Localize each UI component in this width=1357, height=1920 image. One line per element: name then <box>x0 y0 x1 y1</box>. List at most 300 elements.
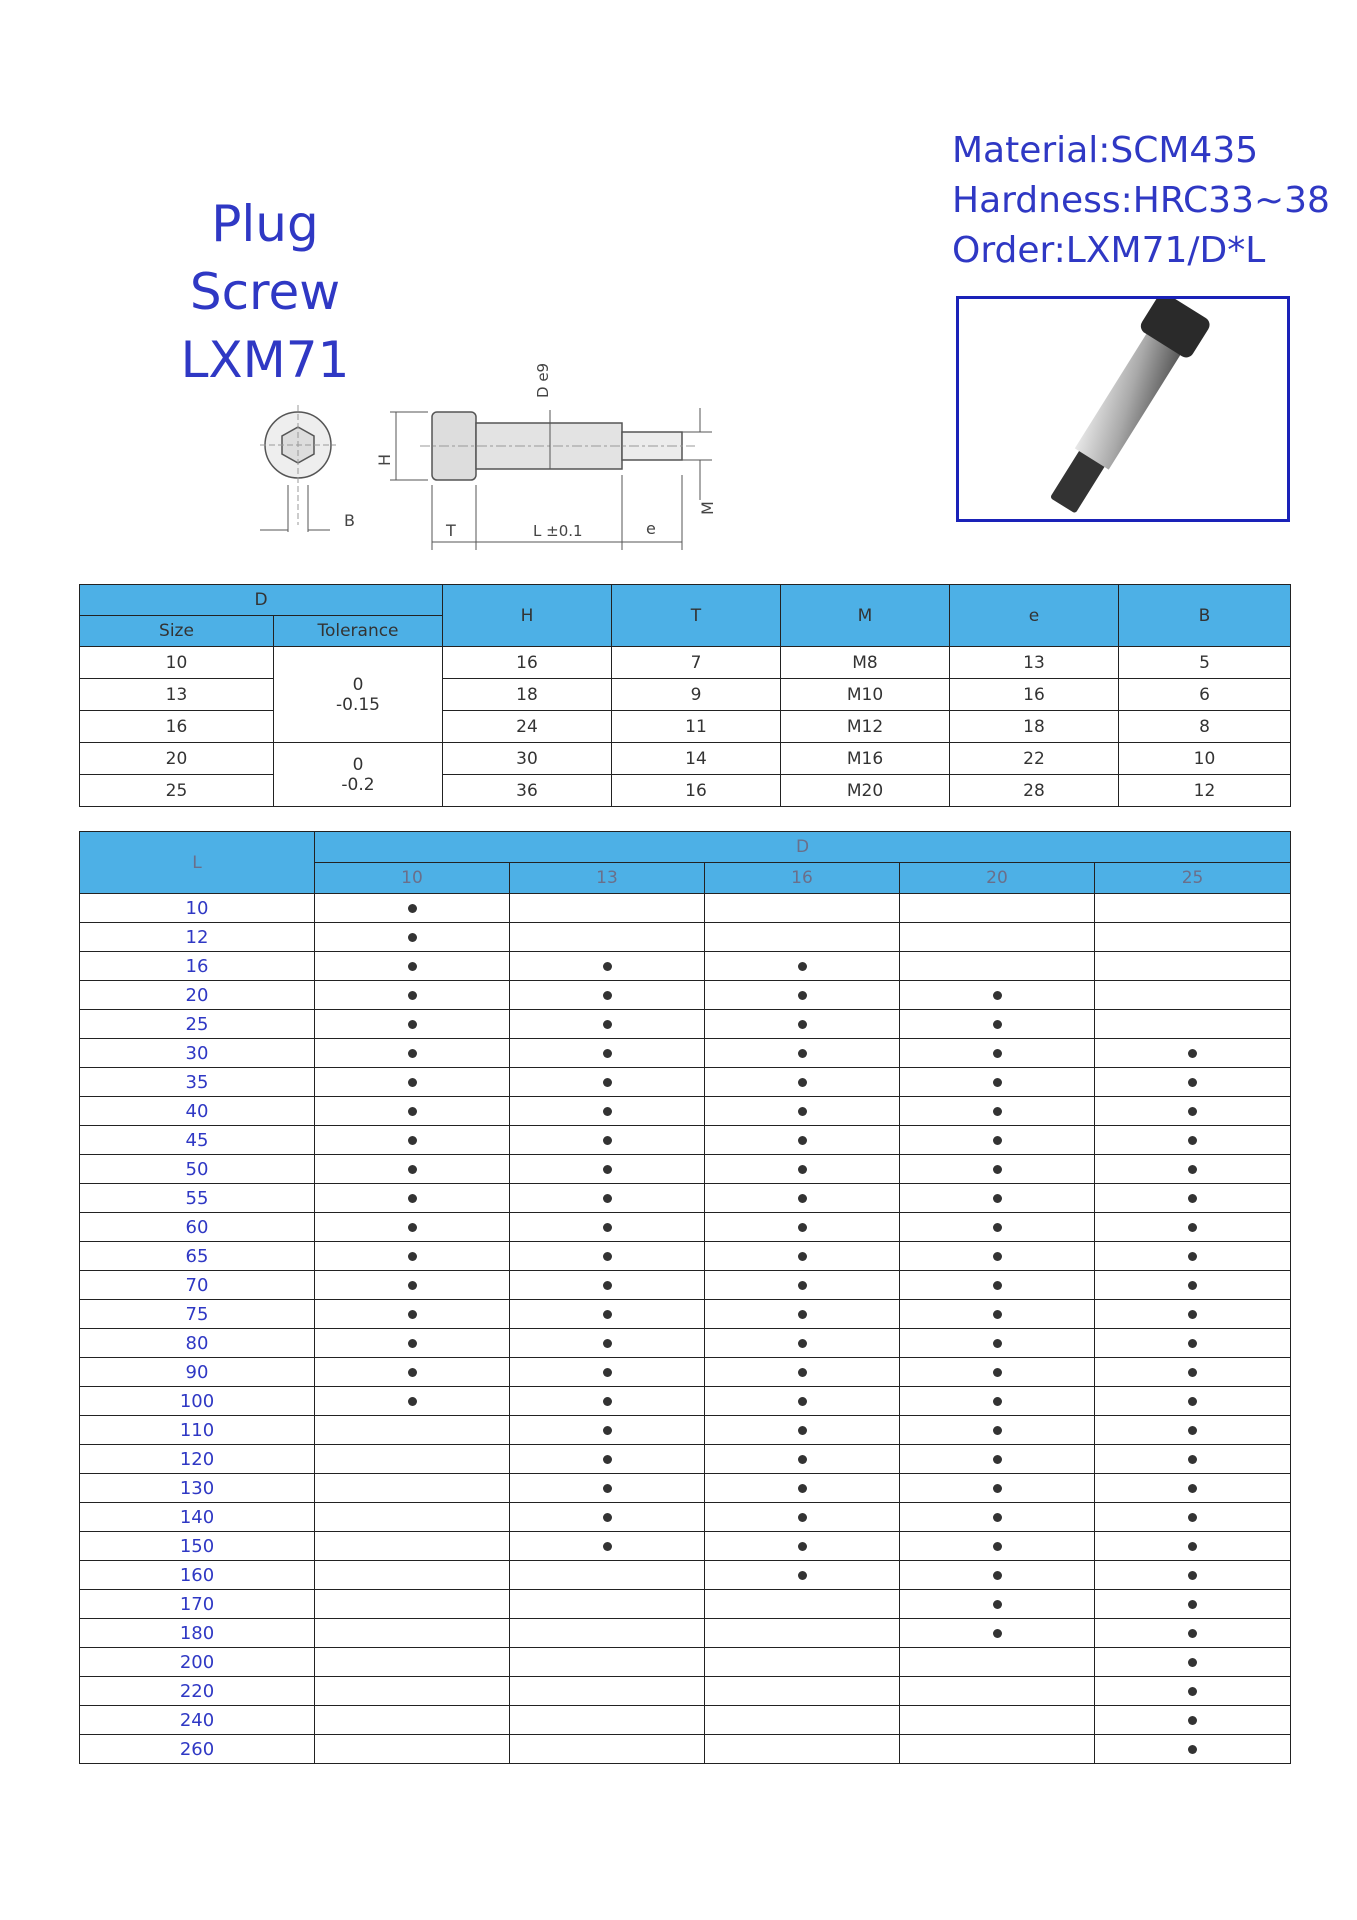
availability-cell <box>705 1648 900 1677</box>
col-header-D: D <box>315 832 1291 863</box>
length-cell: 240 <box>80 1706 315 1735</box>
availability-cell <box>315 1213 510 1242</box>
availability-cell <box>705 1010 900 1039</box>
length-cell: 180 <box>80 1619 315 1648</box>
table-row <box>80 1039 1291 1068</box>
availability-cell <box>510 1300 705 1329</box>
availability-cell <box>705 1184 900 1213</box>
availability-cell <box>510 1213 705 1242</box>
available-dot-icon <box>993 1629 1002 1638</box>
tolerance-cell <box>274 647 443 743</box>
availability-cell <box>900 952 1095 981</box>
available-dot-icon <box>798 1397 807 1406</box>
available-dot-icon <box>603 1194 612 1203</box>
availability-cell <box>705 1416 900 1445</box>
table-row <box>80 981 1291 1010</box>
table-row <box>80 1097 1291 1126</box>
length-cell: 70 <box>80 1271 315 1300</box>
availability-cell <box>705 1445 900 1474</box>
available-dot-icon <box>408 1397 417 1406</box>
availability-cell <box>510 952 705 981</box>
technical-drawing <box>250 350 890 550</box>
available-dot-icon <box>1188 1397 1197 1406</box>
availability-cell <box>900 1387 1095 1416</box>
availability-cell <box>705 1068 900 1097</box>
availability-cell <box>510 1706 705 1735</box>
available-dot-icon <box>993 1194 1002 1203</box>
availability-cell <box>900 1097 1095 1126</box>
available-dot-icon <box>408 1136 417 1145</box>
availability-cell <box>1095 923 1291 952</box>
table-row <box>80 1358 1291 1387</box>
table-row <box>80 1532 1291 1561</box>
availability-cell <box>705 1735 900 1764</box>
table-row <box>80 1271 1291 1300</box>
availability-cell <box>510 923 705 952</box>
availability-cell <box>1095 1503 1291 1532</box>
col-header-size-25: 25 <box>1095 863 1291 894</box>
table-row <box>80 1648 1291 1677</box>
availability-cell <box>705 1271 900 1300</box>
available-dot-icon <box>1188 1426 1197 1435</box>
available-dot-icon <box>603 962 612 971</box>
table-row <box>80 1590 1291 1619</box>
table-row <box>80 1619 1291 1648</box>
m-cell: M12 <box>781 711 950 743</box>
table-row <box>80 1677 1291 1706</box>
t-cell: 11 <box>612 711 781 743</box>
available-dot-icon <box>993 1078 1002 1087</box>
available-dot-icon <box>408 1223 417 1232</box>
screw-photo-illustration <box>959 299 1287 519</box>
available-dot-icon <box>408 1339 417 1348</box>
available-dot-icon <box>603 1165 612 1174</box>
available-dot-icon <box>798 1310 807 1319</box>
length-cell: 35 <box>80 1068 315 1097</box>
table-row <box>80 1735 1291 1764</box>
available-dot-icon <box>798 1107 807 1116</box>
available-dot-icon <box>603 1368 612 1377</box>
availability-cell <box>900 1503 1095 1532</box>
available-dot-icon <box>798 991 807 1000</box>
length-cell: 100 <box>80 1387 315 1416</box>
availability-cell <box>1095 1010 1291 1039</box>
col-header-size-16: 16 <box>705 863 900 894</box>
availability-cell <box>510 1619 705 1648</box>
available-dot-icon <box>993 1136 1002 1145</box>
shaft-shape <box>1075 330 1183 470</box>
available-dot-icon <box>603 1107 612 1116</box>
available-dot-icon <box>798 1020 807 1029</box>
availability-cell <box>315 1271 510 1300</box>
availability-cell <box>705 1358 900 1387</box>
available-dot-icon <box>798 1223 807 1232</box>
length-cell: 65 <box>80 1242 315 1271</box>
availability-cell <box>705 1126 900 1155</box>
availability-cell <box>315 1300 510 1329</box>
available-dot-icon <box>993 1484 1002 1493</box>
availability-cell <box>1095 952 1291 981</box>
label-L: L ±0.1 <box>533 522 583 540</box>
table-row <box>80 1416 1291 1445</box>
availability-cell <box>1095 1184 1291 1213</box>
hardness-spec: Hardness:HRC33~38 <box>952 180 1330 221</box>
availability-cell <box>1095 1068 1291 1097</box>
table-row <box>80 679 1291 711</box>
col-header-e: e <box>950 585 1119 647</box>
available-dot-icon <box>798 1513 807 1522</box>
availability-cell <box>510 1097 705 1126</box>
availability-cell <box>705 1213 900 1242</box>
availability-cell <box>510 1039 705 1068</box>
availability-cell <box>510 1271 705 1300</box>
h-cell: 24 <box>443 711 612 743</box>
col-header-D: D <box>80 585 443 616</box>
m-cell: M8 <box>781 647 950 679</box>
availability-cell <box>900 1532 1095 1561</box>
b-cell: 5 <box>1119 647 1291 679</box>
available-dot-icon <box>1188 1745 1197 1754</box>
table-row <box>80 1126 1291 1155</box>
availability-cell <box>315 1532 510 1561</box>
availability-cell <box>510 1503 705 1532</box>
table-row <box>80 1706 1291 1735</box>
col-header-B: B <box>1119 585 1291 647</box>
available-dot-icon <box>993 1600 1002 1609</box>
availability-cell <box>705 1619 900 1648</box>
h-cell: 30 <box>443 743 612 775</box>
col-header-size-20: 20 <box>900 863 1095 894</box>
availability-cell <box>510 1329 705 1358</box>
availability-body <box>80 894 1291 1764</box>
available-dot-icon <box>603 1020 612 1029</box>
availability-cell <box>1095 1155 1291 1184</box>
availability-cell <box>900 1358 1095 1387</box>
availability-cell <box>705 1677 900 1706</box>
available-dot-icon <box>993 1049 1002 1058</box>
col-header-T: T <box>612 585 781 647</box>
available-dot-icon <box>993 1020 1002 1029</box>
availability-cell <box>510 1677 705 1706</box>
availability-cell <box>510 1532 705 1561</box>
availability-cell <box>1095 1561 1291 1590</box>
dimension-table <box>79 584 1291 807</box>
available-dot-icon <box>408 1020 417 1029</box>
availability-cell <box>900 1300 1095 1329</box>
b-cell: 6 <box>1119 679 1291 711</box>
available-dot-icon <box>408 1049 417 1058</box>
available-dot-icon <box>1188 1484 1197 1493</box>
length-cell: 45 <box>80 1126 315 1155</box>
available-dot-icon <box>798 1136 807 1145</box>
available-dot-icon <box>993 1310 1002 1319</box>
availability-cell <box>900 1329 1095 1358</box>
availability-cell <box>1095 1677 1291 1706</box>
availability-cell <box>900 1213 1095 1242</box>
length-cell: 170 <box>80 1590 315 1619</box>
size-cell: 10 <box>80 647 274 679</box>
available-dot-icon <box>993 1513 1002 1522</box>
tolerance-cell <box>274 743 443 807</box>
availability-cell <box>1095 1097 1291 1126</box>
availability-cell <box>315 1590 510 1619</box>
available-dot-icon <box>798 1165 807 1174</box>
availability-cell <box>900 1619 1095 1648</box>
available-dot-icon <box>1188 1223 1197 1232</box>
availability-cell <box>705 1706 900 1735</box>
spec-block <box>952 126 1330 276</box>
availability-cell <box>315 923 510 952</box>
m-cell: M20 <box>781 775 950 807</box>
size-cell: 20 <box>80 743 274 775</box>
availability-cell <box>900 1068 1095 1097</box>
availability-cell <box>1095 894 1291 923</box>
available-dot-icon <box>603 1513 612 1522</box>
available-dot-icon <box>603 1136 612 1145</box>
length-cell: 80 <box>80 1329 315 1358</box>
available-dot-icon <box>993 1368 1002 1377</box>
availability-cell <box>315 1358 510 1387</box>
available-dot-icon <box>993 1339 1002 1348</box>
available-dot-icon <box>1188 1542 1197 1551</box>
e-cell: 18 <box>950 711 1119 743</box>
length-cell: 20 <box>80 981 315 1010</box>
available-dot-icon <box>1188 1513 1197 1522</box>
col-header-H: H <box>443 585 612 647</box>
available-dot-icon <box>603 1542 612 1551</box>
available-dot-icon <box>408 904 417 913</box>
availability-cell <box>705 1590 900 1619</box>
size-cell: 25 <box>80 775 274 807</box>
availability-cell <box>705 1474 900 1503</box>
availability-cell <box>510 1590 705 1619</box>
col-header-size-13: 13 <box>510 863 705 894</box>
m-cell: M10 <box>781 679 950 711</box>
availability-cell <box>1095 1416 1291 1445</box>
table-row <box>80 1184 1291 1213</box>
availability-cell <box>510 1445 705 1474</box>
available-dot-icon <box>798 1368 807 1377</box>
availability-cell <box>1095 1590 1291 1619</box>
table-row <box>80 1242 1291 1271</box>
length-cell: 120 <box>80 1445 315 1474</box>
length-cell: 16 <box>80 952 315 981</box>
availability-cell <box>510 1184 705 1213</box>
availability-cell <box>900 923 1095 952</box>
available-dot-icon <box>798 1252 807 1261</box>
availability-cell <box>510 1474 705 1503</box>
e-cell: 16 <box>950 679 1119 711</box>
available-dot-icon <box>993 1107 1002 1116</box>
availability-cell <box>315 1503 510 1532</box>
length-cell: 140 <box>80 1503 315 1532</box>
tolerance-lower: -0.2 <box>341 774 375 795</box>
availability-cell <box>900 1677 1095 1706</box>
label-M: M <box>698 501 717 515</box>
availability-cell <box>315 1242 510 1271</box>
availability-cell <box>900 1039 1095 1068</box>
availability-cell <box>315 981 510 1010</box>
available-dot-icon <box>1188 1310 1197 1319</box>
availability-cell <box>315 1010 510 1039</box>
availability-cell <box>900 1271 1095 1300</box>
availability-cell <box>900 1416 1095 1445</box>
availability-cell <box>315 1039 510 1068</box>
availability-cell <box>510 1126 705 1155</box>
available-dot-icon <box>603 1426 612 1435</box>
order-spec: Order:LXM71/D*L <box>952 230 1266 271</box>
available-dot-icon <box>993 1252 1002 1261</box>
product-name: Plug Screw <box>189 195 341 321</box>
available-dot-icon <box>1188 1107 1197 1116</box>
label-e: e <box>646 519 656 538</box>
available-dot-icon <box>993 1571 1002 1580</box>
availability-cell <box>900 1184 1095 1213</box>
e-cell: 28 <box>950 775 1119 807</box>
availability-cell <box>1095 1735 1291 1764</box>
available-dot-icon <box>1188 1136 1197 1145</box>
availability-cell <box>900 981 1095 1010</box>
availability-cell <box>705 894 900 923</box>
available-dot-icon <box>1188 1049 1197 1058</box>
tolerance-upper: 0 <box>352 674 364 695</box>
available-dot-icon <box>1188 1687 1197 1696</box>
size-cell: 13 <box>80 679 274 711</box>
available-dot-icon <box>603 1484 612 1493</box>
table-row <box>80 952 1291 981</box>
available-dot-icon <box>798 1194 807 1203</box>
label-D: D e9 <box>534 362 552 398</box>
length-cell: 10 <box>80 894 315 923</box>
availability-cell <box>1095 1445 1291 1474</box>
t-cell: 9 <box>612 679 781 711</box>
availability-cell <box>1095 1619 1291 1648</box>
table-row <box>80 743 1291 775</box>
available-dot-icon <box>603 1049 612 1058</box>
table-row <box>80 1213 1291 1242</box>
availability-cell <box>510 1648 705 1677</box>
availability-cell <box>1095 1242 1291 1271</box>
available-dot-icon <box>1188 1339 1197 1348</box>
availability-cell <box>705 1300 900 1329</box>
label-B: B <box>344 511 355 530</box>
availability-cell <box>510 1735 705 1764</box>
available-dot-icon <box>993 1165 1002 1174</box>
available-dot-icon <box>603 1455 612 1464</box>
available-dot-icon <box>408 1368 417 1377</box>
availability-cell <box>705 1155 900 1184</box>
table-row <box>80 1329 1291 1358</box>
available-dot-icon <box>408 1165 417 1174</box>
col-header-tolerance: Tolerance <box>274 616 443 647</box>
available-dot-icon <box>603 991 612 1000</box>
h-cell: 36 <box>443 775 612 807</box>
available-dot-icon <box>993 991 1002 1000</box>
availability-cell <box>900 1242 1095 1271</box>
available-dot-icon <box>603 1223 612 1232</box>
h-cell: 16 <box>443 647 612 679</box>
availability-cell <box>900 894 1095 923</box>
table-row <box>80 1010 1291 1039</box>
availability-cell <box>510 1387 705 1416</box>
availability-cell <box>315 1445 510 1474</box>
availability-cell <box>1095 1039 1291 1068</box>
availability-cell <box>315 1648 510 1677</box>
availability-cell <box>315 1619 510 1648</box>
available-dot-icon <box>993 1542 1002 1551</box>
available-dot-icon <box>408 1107 417 1116</box>
available-dot-icon <box>1188 1194 1197 1203</box>
availability-cell <box>1095 1358 1291 1387</box>
availability-cell <box>705 1387 900 1416</box>
available-dot-icon <box>603 1339 612 1348</box>
available-dot-icon <box>1188 1600 1197 1609</box>
available-dot-icon <box>408 1281 417 1290</box>
availability-cell <box>510 1155 705 1184</box>
availability-cell <box>1095 1300 1291 1329</box>
availability-cell <box>510 1358 705 1387</box>
available-dot-icon <box>798 1542 807 1551</box>
length-cell: 90 <box>80 1358 315 1387</box>
available-dot-icon <box>1188 1629 1197 1638</box>
available-dot-icon <box>408 1078 417 1087</box>
t-cell: 7 <box>612 647 781 679</box>
available-dot-icon <box>603 1310 612 1319</box>
length-cell: 260 <box>80 1735 315 1764</box>
e-cell: 22 <box>950 743 1119 775</box>
availability-cell <box>315 1677 510 1706</box>
available-dot-icon <box>408 962 417 971</box>
available-dot-icon <box>798 1455 807 1464</box>
availability-cell <box>510 981 705 1010</box>
available-dot-icon <box>993 1281 1002 1290</box>
available-dot-icon <box>798 1078 807 1087</box>
table-row <box>80 1155 1291 1184</box>
available-dot-icon <box>1188 1716 1197 1725</box>
length-cell: 60 <box>80 1213 315 1242</box>
available-dot-icon <box>408 1310 417 1319</box>
length-cell: 130 <box>80 1474 315 1503</box>
available-dot-icon <box>603 1281 612 1290</box>
availability-cell <box>510 1242 705 1271</box>
availability-cell <box>1095 1706 1291 1735</box>
col-header-size-10: 10 <box>315 863 510 894</box>
availability-cell <box>315 1068 510 1097</box>
availability-cell <box>315 1126 510 1155</box>
table-row <box>80 647 1291 679</box>
length-cell: 40 <box>80 1097 315 1126</box>
table-row <box>80 1300 1291 1329</box>
length-cell: 50 <box>80 1155 315 1184</box>
available-dot-icon <box>1188 1165 1197 1174</box>
material-spec: Material:SCM435 <box>952 130 1259 171</box>
size-cell: 16 <box>80 711 274 743</box>
product-photo <box>956 296 1290 522</box>
availability-cell <box>510 1416 705 1445</box>
availability-cell <box>900 1648 1095 1677</box>
availability-cell <box>900 1561 1095 1590</box>
length-cell: 75 <box>80 1300 315 1329</box>
availability-cell <box>705 1097 900 1126</box>
availability-cell <box>315 952 510 981</box>
availability-cell <box>1095 1387 1291 1416</box>
available-dot-icon <box>1188 1571 1197 1580</box>
available-dot-icon <box>408 933 417 942</box>
available-dot-icon <box>798 1426 807 1435</box>
tolerance-upper: 0 <box>352 754 364 775</box>
availability-cell <box>705 1039 900 1068</box>
available-dot-icon <box>603 1078 612 1087</box>
